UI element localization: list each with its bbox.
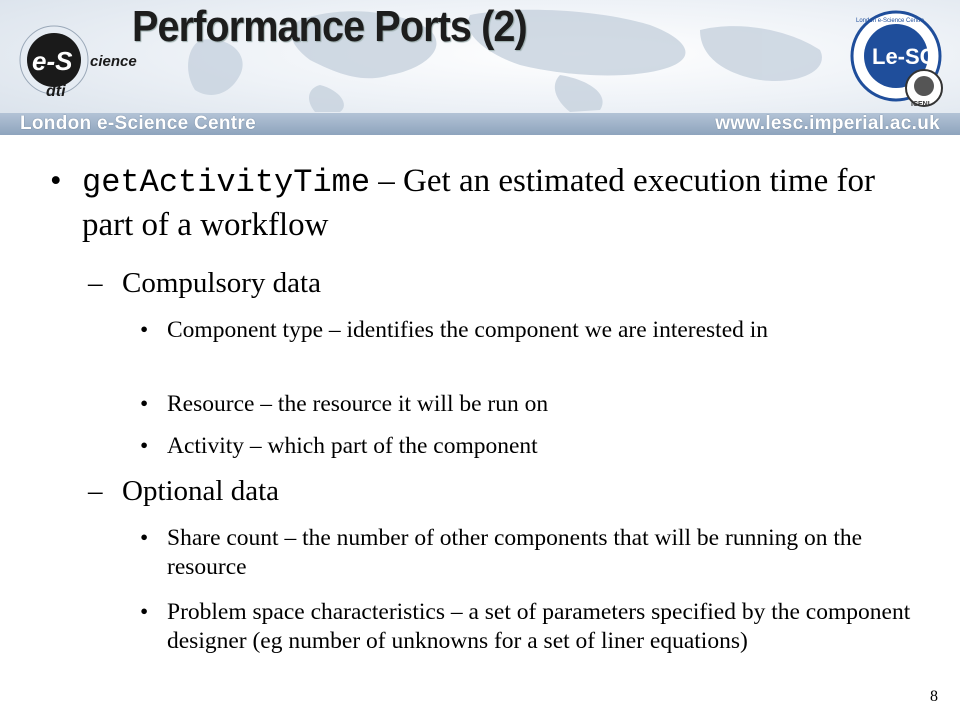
bullet-marker: •: [140, 599, 149, 625]
list-item-text: Problem space characteristics – a set of parameters specified by the component designer (eg number of unknowns for a set of liner equations): [167, 599, 911, 654]
logo-left-sub: cience: [90, 53, 137, 70]
list-item-text: Activity – which part of the component: [167, 433, 538, 459]
dash-marker: –: [88, 267, 103, 299]
main-bullet-description: – Get an estimated execution time for part of a workflow: [82, 163, 875, 243]
list-item-text: Share count – the number of other components that will be running on the resource: [167, 525, 863, 580]
logo-right-text: Le-SC: [872, 44, 936, 69]
logo-right-badge: ICENI: [911, 101, 930, 108]
band-left-text: London e-Science Centre: [20, 113, 256, 134]
list-item-text: Component type – identifies the component we are interested in: [167, 317, 769, 343]
main-bullet-text: [82, 160, 912, 247]
page-number: 8: [930, 688, 938, 705]
bullet-marker: •: [50, 163, 62, 199]
bullet-marker: •: [140, 391, 149, 417]
logo-left-letters: e-S: [32, 46, 73, 76]
bullet-marker: •: [140, 433, 149, 459]
dash-marker: –: [88, 475, 103, 507]
section-heading-text: Compulsory data: [122, 267, 321, 299]
band-right-url: www.lesc.imperial.ac.uk: [715, 113, 940, 134]
logo-right-ring: London e-Science Centre: [856, 18, 925, 24]
list-item-text: Resource – the resource it will be run on: [167, 391, 549, 417]
logo-left-dti: dti: [46, 83, 66, 100]
slide-title: Performance Ports (2): [132, 2, 527, 51]
bullet-marker: •: [140, 317, 149, 343]
method-name: getActivityTime: [82, 164, 371, 201]
section-heading-text: Optional data: [122, 475, 280, 507]
bullet-marker: •: [140, 525, 149, 551]
